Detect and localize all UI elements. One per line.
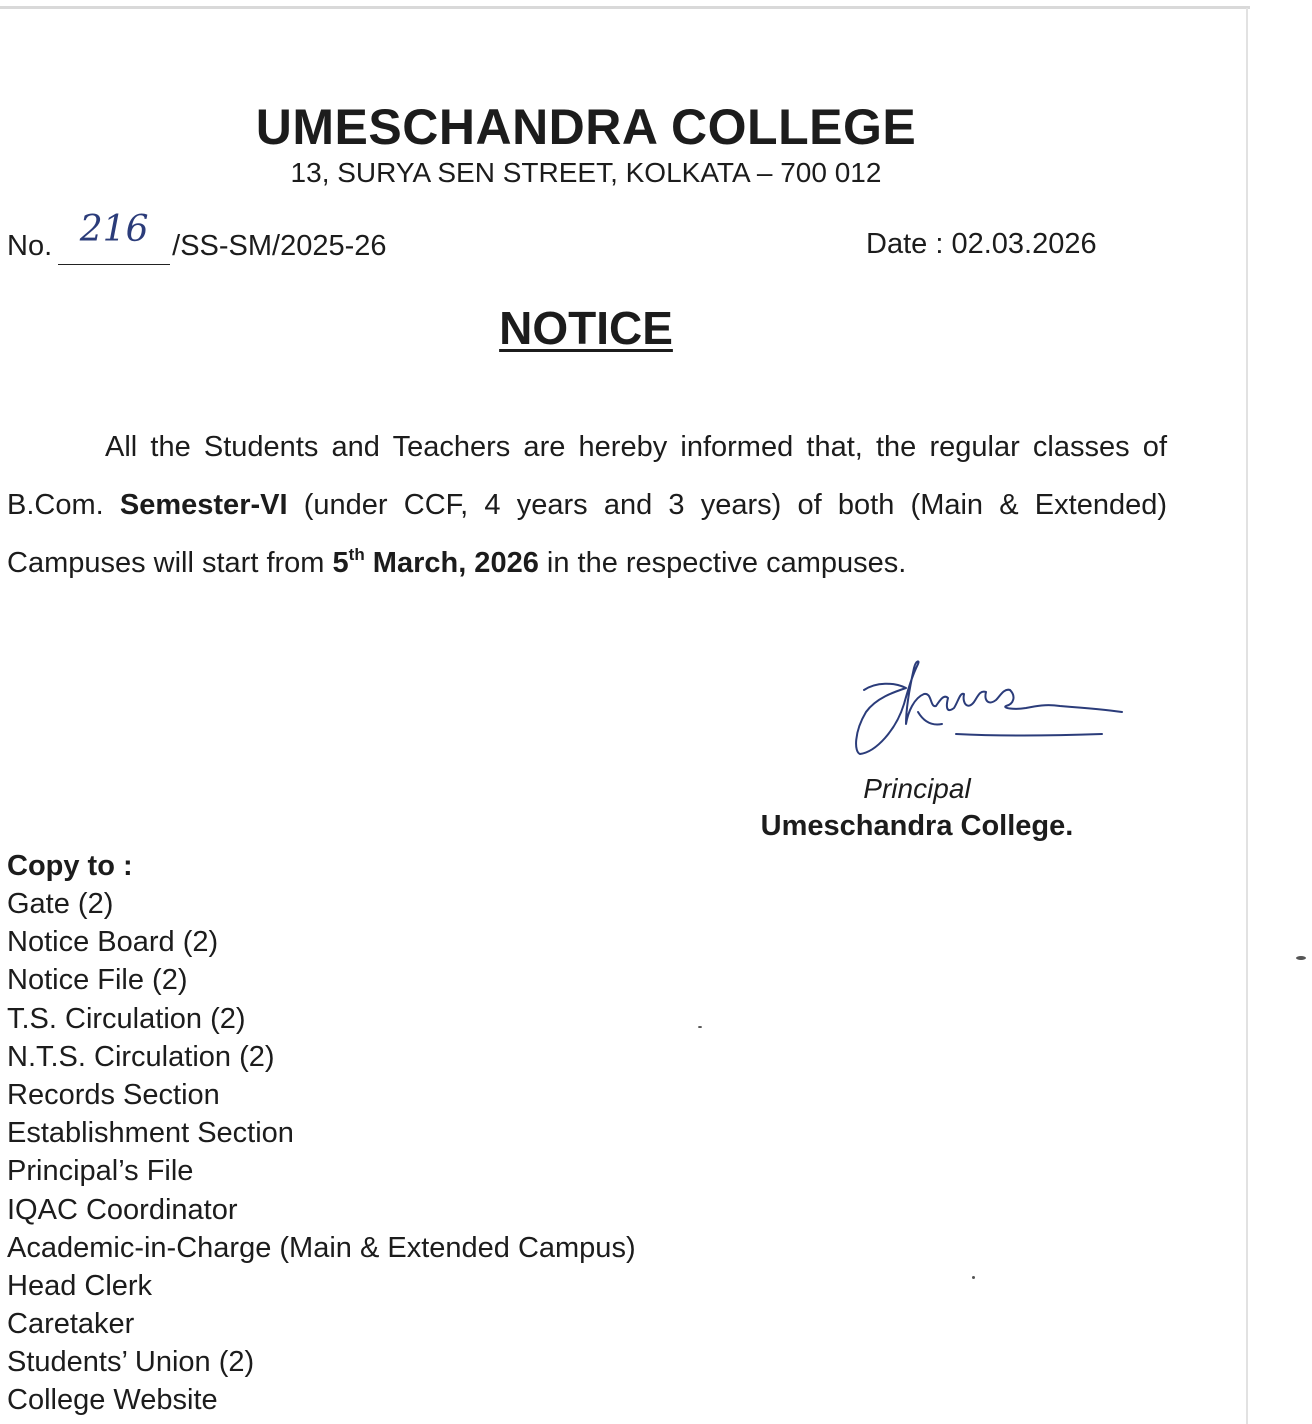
copy-to-item: Academic-in-Charge (Main & Extended Campus) — [7, 1231, 636, 1264]
notice-semester: Semester-VI — [119, 489, 288, 521]
college-address: 13, SURYA SEN STREET, KOLKATA – 700 012 — [290, 157, 882, 188]
start-month-year: March, 2026 — [372, 547, 539, 579]
copy-to-item: Notice Board (2) — [7, 926, 219, 959]
notice-start-date — [333, 547, 539, 579]
copy-to-item: IQAC Coordinator — [7, 1193, 238, 1226]
reference-number-line — [7, 209, 387, 267]
copy-to-item: Students’ Union (2) — [7, 1346, 255, 1379]
notice-body — [7, 418, 1167, 592]
date-line — [866, 224, 1097, 264]
signatory-organization: Umeschandra College. — [760, 810, 1074, 842]
date-label: Date : — [866, 228, 944, 260]
reference-number-handwritten: 216 — [79, 209, 149, 250]
reference-number-field — [58, 209, 170, 265]
scan-speck — [972, 1276, 975, 1279]
copy-to-item: Notice File (2) — [7, 964, 188, 997]
copy-to-item: College Website — [7, 1384, 218, 1417]
signatory-title: Principal — [863, 773, 971, 804]
copy-to-heading: Copy to : — [7, 850, 133, 882]
copy-to-list — [7, 885, 636, 1420]
copy-to-item: Caretaker — [7, 1308, 135, 1341]
reference-suffix: /SS-SM/2025-26 — [172, 230, 387, 262]
principal-signature — [846, 652, 1136, 762]
copy-to-item: T.S. Circulation (2) — [7, 1002, 246, 1035]
paper-right-edge — [1246, 8, 1248, 1424]
notice-body-part-1: All the Students and Teachers are hereby informed that, the regular classes of B.Com. — [7, 431, 1167, 521]
notice-heading-text: NOTICE — [499, 302, 673, 354]
copy-to-item: N.T.S. Circulation (2) — [7, 1040, 275, 1073]
copy-to-item: Records Section — [7, 1078, 220, 1111]
notice-body-part-3: in the respective campuses. — [546, 547, 907, 579]
copy-to-item: Gate (2) — [7, 888, 114, 920]
college-name: UMESCHANDRA COLLEGE — [255, 99, 917, 155]
start-day: 5 — [332, 547, 349, 579]
copy-to-item: Establishment Section — [7, 1117, 294, 1150]
notice-heading — [0, 300, 1172, 356]
notice-body-part-2: (under CCF, 4 years and 3 years) of both (Main & Extended) Campuses will start from — [7, 489, 1167, 579]
reference-prefix: No. — [7, 230, 53, 262]
start-day-suffix: th — [348, 545, 365, 564]
copy-to-item: Principal’s File — [7, 1155, 194, 1188]
scan-speck — [1296, 956, 1306, 960]
paper-top-edge — [0, 6, 1250, 9]
copy-to-item: Head Clerk — [7, 1269, 153, 1302]
scan-speck — [698, 1026, 702, 1028]
date-value: 02.03.2026 — [951, 228, 1097, 260]
